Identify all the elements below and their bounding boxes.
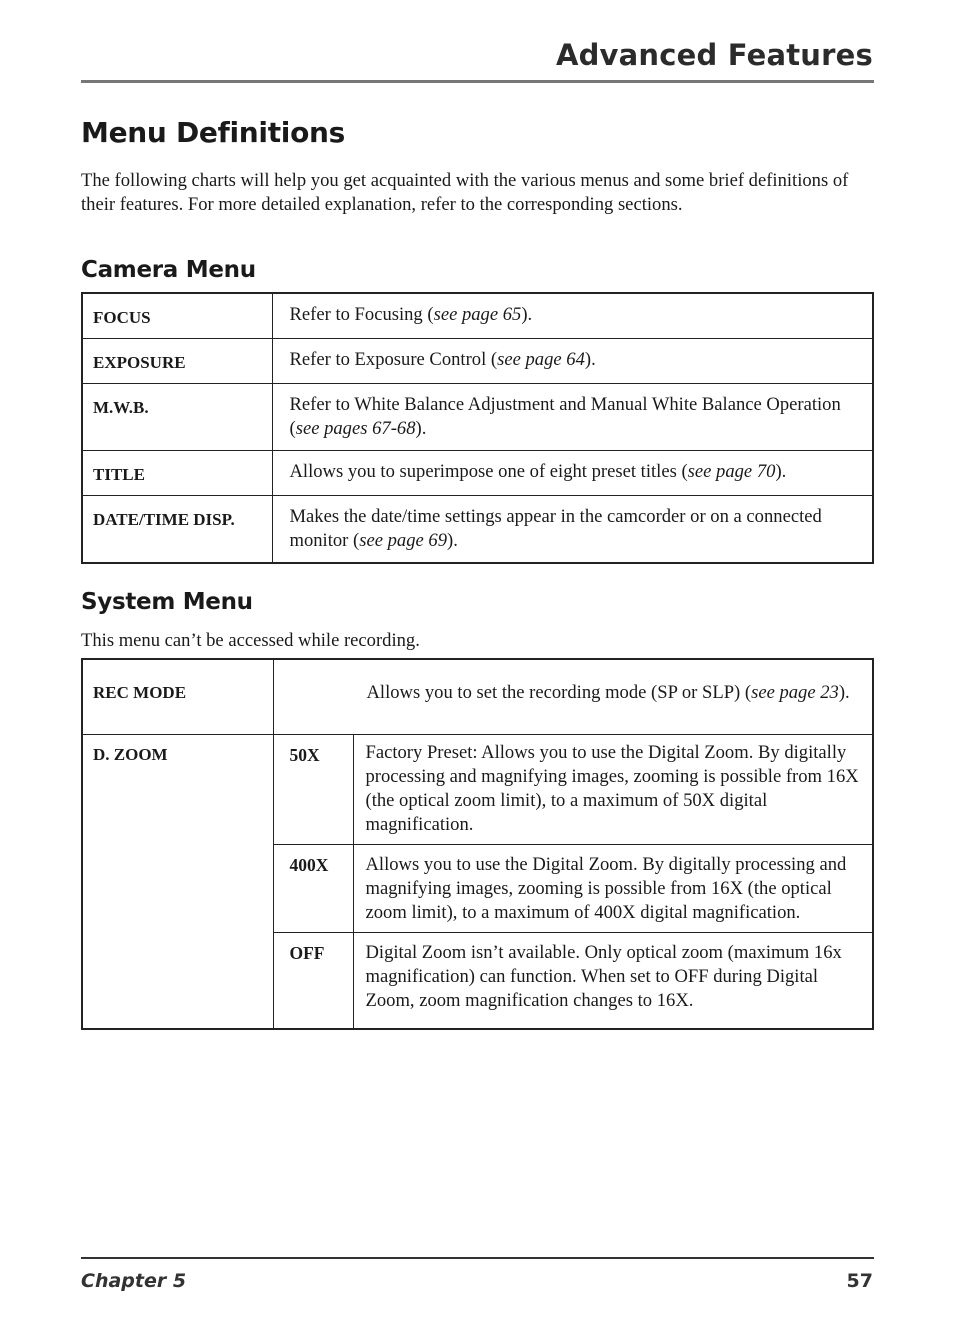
menu-item-description: Refer to Focusing (see page 65). (272, 293, 873, 339)
menu-item-key: M.W.B. (82, 384, 272, 451)
header-rule (81, 80, 874, 83)
menu-item-key: DATE/TIME DISP. (82, 496, 272, 564)
table-row (82, 384, 873, 451)
table-row (82, 735, 873, 845)
section-title: Advanced Features (555, 38, 873, 72)
page-number: 57 (846, 1270, 873, 1292)
table-row (82, 339, 873, 384)
menu-item-description: Makes the date/time settings appear in the camcorder or on a connected monitor (see page 69). (272, 496, 873, 564)
menu-item-description: Allows you to superimpose one of eight preset titles (see page 70). (272, 451, 873, 496)
system-menu-table (81, 658, 874, 1030)
page-title: Menu Definitions (81, 116, 346, 149)
table-row (82, 659, 873, 735)
option-description: Factory Preset: Allows you to use the Digital Zoom. By digitally processing and magnifying images, zooming is possible from 16X (the optical zoom limit), to a maximum of 50X digital magnification. (353, 735, 873, 845)
menu-item-description: Refer to Exposure Control (see page 64). (272, 339, 873, 384)
table-row (82, 293, 873, 339)
chapter-label: Chapter 5 (81, 1270, 187, 1292)
camera-menu-heading: Camera Menu (81, 257, 256, 283)
option-label: OFF (273, 933, 353, 1030)
menu-item-key: TITLE (82, 451, 272, 496)
option-label: 400X (273, 845, 353, 933)
menu-item-key: EXPOSURE (82, 339, 272, 384)
menu-item-key: D. ZOOM (82, 735, 273, 1030)
menu-item-key: FOCUS (82, 293, 272, 339)
table-row (82, 496, 873, 564)
intro-paragraph: The following charts will help you get acquainted with the various menus and some brief definitions of their features. For more detailed explanation, refer to the corresponding sections. (81, 170, 849, 215)
camera-menu-table (81, 292, 874, 564)
system-menu-heading: System Menu (81, 589, 253, 615)
footer-rule (81, 1257, 874, 1259)
menu-item-description: Allows you to set the recording mode (SP or SLP) (see page 23). (273, 659, 873, 735)
option-label: 50X (273, 735, 353, 845)
menu-item-key: REC MODE (82, 659, 273, 735)
option-description: Digital Zoom isn’t available. Only optical zoom (maximum 16x magnification) can function. When set to OFF during Digital Zoom, zoom magnification changes to 16X. (353, 933, 873, 1030)
table-row (82, 451, 873, 496)
system-menu-note: This menu can’t be accessed while recording. (81, 630, 420, 651)
menu-item-description: Refer to White Balance Adjustment and Manual White Balance Operation (see pages 67-68). (272, 384, 873, 451)
option-description: Allows you to use the Digital Zoom. By digitally processing and magnifying images, zooming is possible from 16X (the optical zoom limit), to a maximum of 400X digital magnification. (353, 845, 873, 933)
